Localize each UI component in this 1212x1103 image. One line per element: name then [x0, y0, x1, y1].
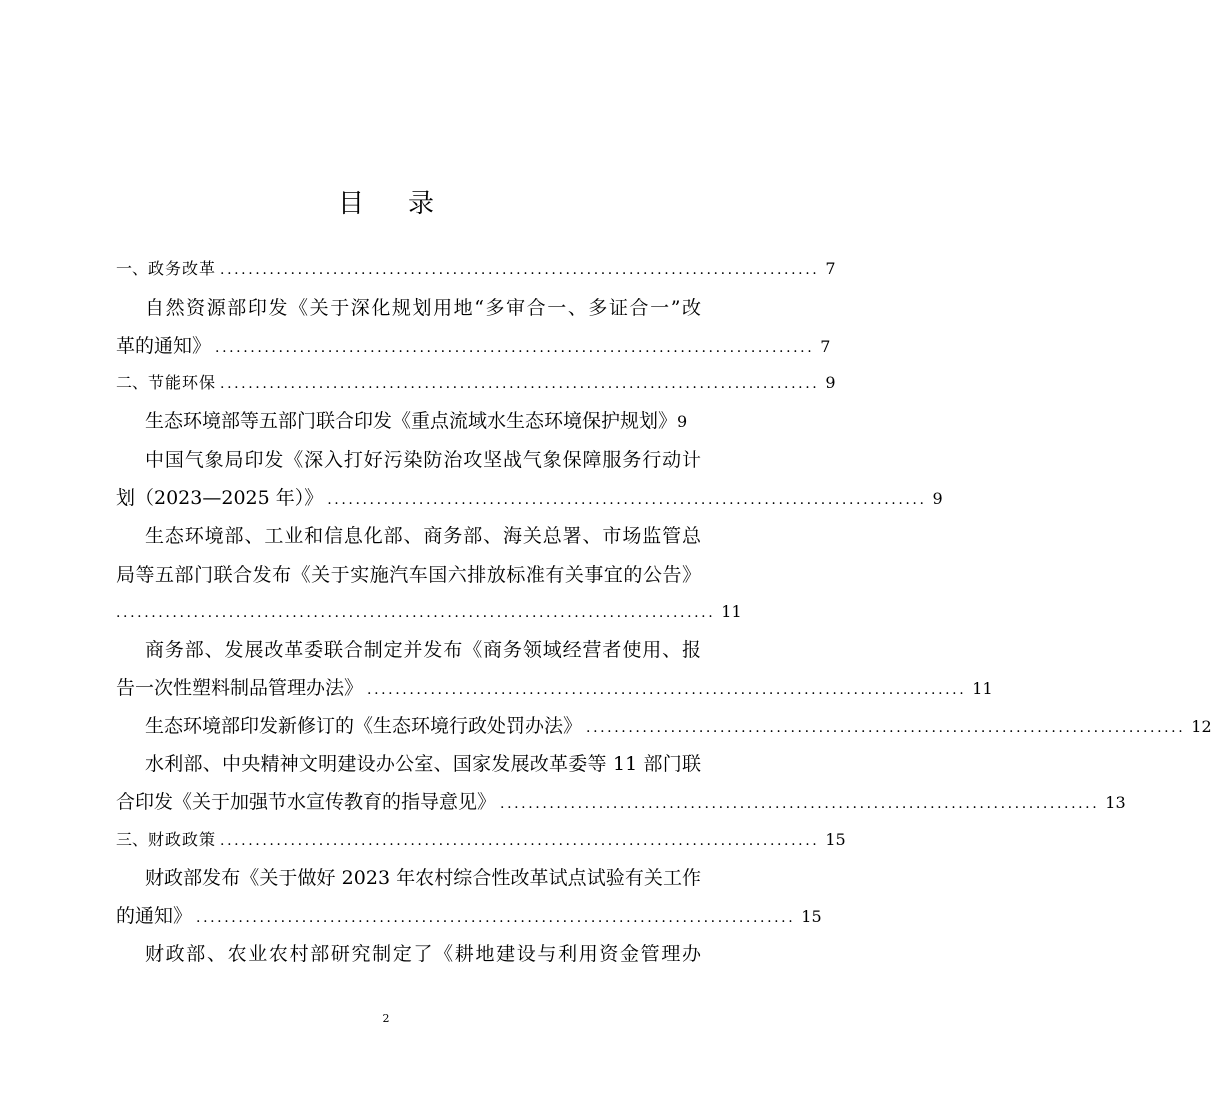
toc-entry-7-line-2[interactable] — [116, 787, 1126, 817]
dot-leader: ..................................................................................... — [196, 910, 796, 926]
dot-leader: ..................................................................................... — [220, 376, 820, 392]
toc-entry-6[interactable] — [145, 711, 1212, 741]
toc-section-2[interactable] — [116, 368, 836, 398]
dot-leader: ..................................................................................... — [215, 340, 815, 356]
page-ref: 12 — [1191, 717, 1212, 736]
entry-text: 生态环境部印发新修订的《生态环境行政处罚办法》 — [145, 715, 583, 737]
section-number: 三、 — [116, 830, 149, 849]
page-number: 2 — [382, 1012, 390, 1025]
section-label: 节能环保 — [148, 373, 217, 392]
page-ref: 11 — [721, 602, 742, 621]
section-number: 二、 — [116, 373, 149, 392]
entry-text: 划（2023—2025 年）》 — [116, 487, 324, 509]
page-ref: 7 — [820, 337, 831, 356]
title-char-2: 录 — [408, 189, 435, 219]
page-ref: 11 — [972, 679, 993, 698]
toc-entry-4-line-1[interactable]: 生态环境部、工业和信息化部、商务部、海关总署、市场监管总 — [145, 525, 701, 547]
entry-text: 合印发《关于加强节水宣传教育的指导意见》 — [116, 791, 497, 813]
dot-leader: ..................................................................................... — [220, 262, 820, 278]
toc-entry-7-line-1[interactable]: 水利部、中央精神文明建设办公室、国家发展改革委等 11 部门联 — [145, 753, 701, 775]
page-title — [0, 186, 772, 222]
toc-section-1[interactable] — [116, 254, 836, 284]
page-ref: 9 — [677, 412, 688, 431]
dot-leader: ..................................................................................... — [586, 720, 1186, 736]
page-ref: 15 — [801, 907, 822, 926]
toc-entry-8-line-1[interactable]: 财政部发布《关于做好 2023 年农村综合性改革试点试验有关工作 — [145, 867, 701, 889]
dot-leader: ..................................................................................... — [500, 796, 1100, 812]
toc-entry-9-line-1[interactable]: 财政部、农业农村部研究制定了《耕地建设与利用资金管理办 — [145, 943, 701, 965]
page-ref: 7 — [825, 259, 836, 278]
section-number: 一、 — [116, 259, 149, 278]
entry-text: 革的通知》 — [116, 335, 212, 357]
entry-text: 的通知》 — [116, 905, 193, 927]
dot-leader: ..................................................................................... — [220, 833, 820, 849]
toc-entry-3-line-1[interactable]: 中国气象局印发《深入打好污染防治攻坚战气象保障服务行动计 — [145, 449, 701, 471]
toc-entry-2[interactable] — [145, 406, 701, 436]
toc-entry-4-line-2[interactable]: 局等五部门联合发布《关于实施汽车国六排放标准有关事宜的公告》 — [116, 564, 701, 586]
toc-entry-5-line-1[interactable]: 商务部、发展改革委联合制定并发布《商务领域经营者使用、报 — [145, 639, 701, 661]
page-ref: 9 — [932, 489, 943, 508]
toc-entry-3-line-2[interactable] — [116, 483, 943, 513]
entry-text: 告一次性塑料制品管理办法》 — [116, 677, 364, 699]
toc-entry-1-line-1[interactable]: 自然资源部印发《关于深化规划用地“多审合一、多证合一”改 — [145, 297, 701, 319]
page-ref: 9 — [825, 373, 836, 392]
page-ref: 13 — [1105, 793, 1126, 812]
toc-entry-8-line-2[interactable] — [116, 901, 822, 931]
page-ref: 15 — [825, 830, 846, 849]
section-label: 政务改革 — [148, 259, 217, 278]
entry-text: 生态环境部等五部门联合印发《重点流域水生态环境保护规划》 — [145, 410, 678, 432]
toc-entry-1-line-2[interactable] — [116, 331, 831, 361]
title-char-1: 目 — [337, 189, 364, 219]
toc-section-3[interactable] — [116, 825, 846, 855]
toc-entry-4-line-3[interactable] — [116, 597, 742, 627]
dot-leader: ..................................................................................... — [367, 682, 967, 698]
section-label: 财政政策 — [148, 830, 217, 849]
dot-leader: ..................................................................................... — [327, 492, 927, 508]
toc-entry-5-line-2[interactable] — [116, 673, 993, 703]
dot-leader: ..................................................................................... — [116, 605, 716, 621]
